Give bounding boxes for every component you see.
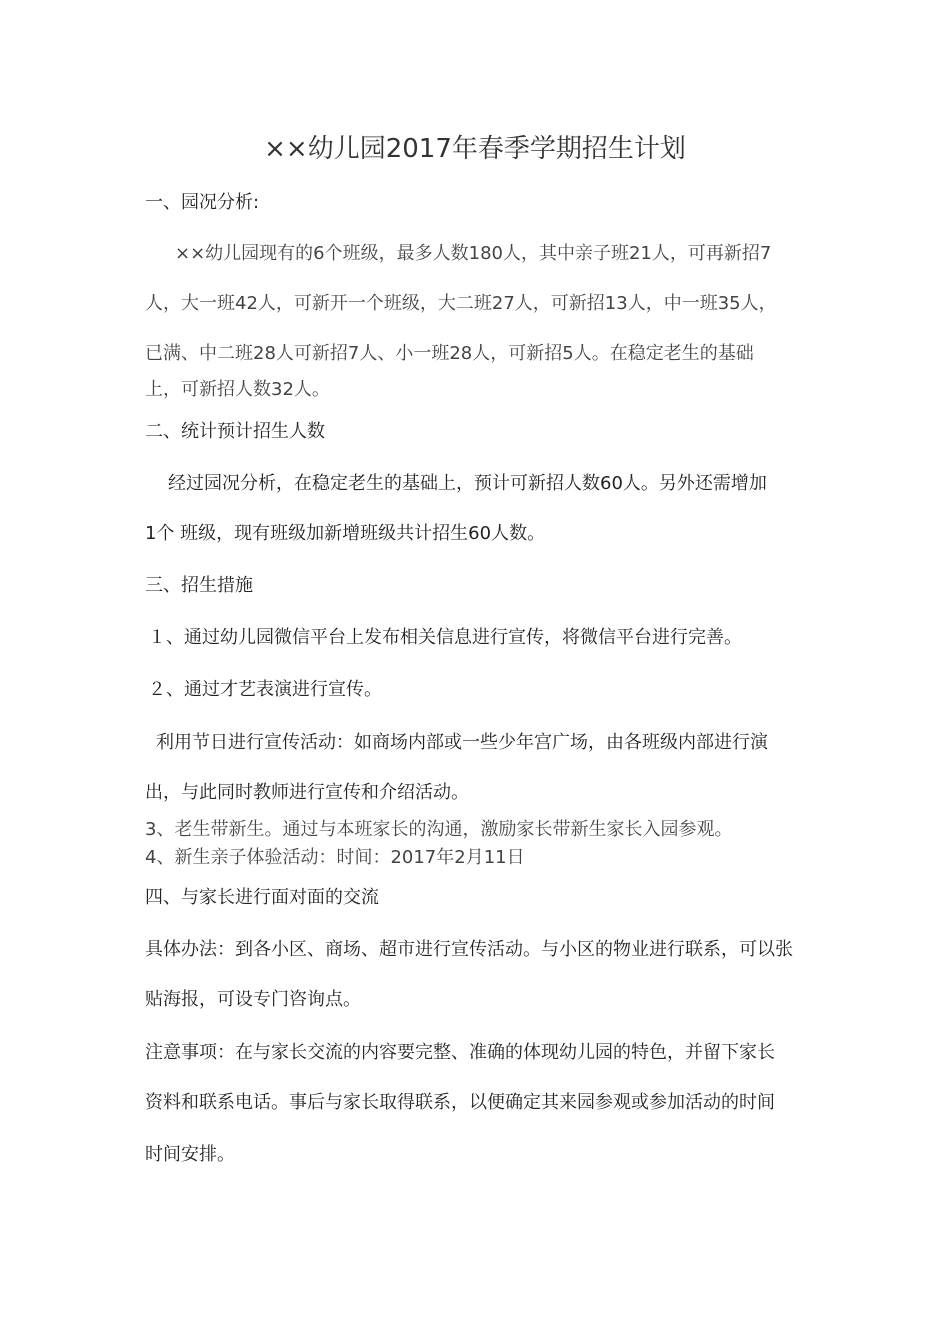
section4-method-1: 具体办法：到各小区、商场、超市进行宣传活动。与小区的物业进行联系，可以张 <box>145 939 793 960</box>
document-title: ××幼儿园2017年春季学期招生计划 <box>264 134 686 164</box>
section1-line-2: 人，大一班42人，可新开一个班级，大二班27人，可新招13人，中一班35人， <box>145 293 777 314</box>
section1-line-4: 上，可新招人数32人。 <box>145 379 330 400</box>
section3-item-1: １、通过幼儿园微信平台上发布相关信息进行宣传，将微信平台进行完善。 <box>148 627 742 648</box>
section3-item-2: ２、通过才艺表演进行宣传。 <box>148 679 382 700</box>
section3-item-3: 3、老生带新生。通过与本班家长的沟通，激励家长带新生家长入园参观。 <box>145 819 733 840</box>
section1-line-3: 已满、中二班28人可新招7人、小一班28人，可新招5人。在稳定老生的基础 <box>145 343 754 364</box>
section3-item-2-detail-1: 利用节日进行宣传活动：如商场内部或一些少年宫广场，由各班级内部进行演 <box>156 732 768 753</box>
section2-line-1: 经过园况分析，在稳定老生的基础上，预计可新招人数60人。另外还需增加 <box>168 473 767 494</box>
section4-method-2: 贴海报，可设专门咨询点。 <box>145 989 361 1010</box>
section4-notes-2: 资料和联系电话。事后与家长取得联系，以便确定其来园参观或参加活动的时间 <box>145 1092 775 1113</box>
section4-notes-1: 注意事项：在与家长交流的内容要完整、准确的体现幼儿园的特色，并留下家长 <box>145 1042 775 1063</box>
section2-line-2: 1个 班级，现有班级加新增班级共计招生60人数。 <box>145 523 546 544</box>
section3-item-2-detail-2: 出，与此同时教师进行宣传和介绍活动。 <box>145 782 469 803</box>
section4-notes-3: 时间安排。 <box>145 1144 235 1165</box>
section1-heading: 一、园况分析: <box>145 192 260 213</box>
section1-line-1: ××幼儿园现有的6个班级，最多人数180人，其中亲子班21人，可再新招7 <box>175 243 772 264</box>
section3-heading: 三、招生措施 <box>145 575 253 596</box>
section3-item-4: 4、新生亲子体验活动：时间：2017年2月11日 <box>145 847 525 868</box>
section2-heading: 二、统计预计招生人数 <box>145 421 325 442</box>
section4-heading: 四、与家长进行面对面的交流 <box>145 887 379 908</box>
